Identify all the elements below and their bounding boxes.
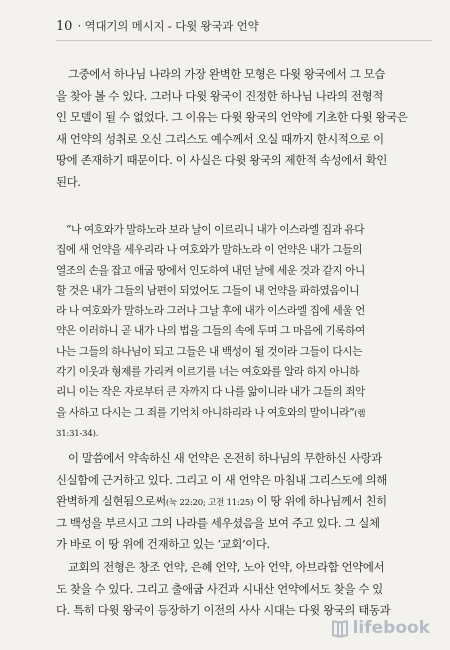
cross-reference: (눅 22:20; 고전 11:25) bbox=[165, 498, 254, 508]
quote-reference: (렘 bbox=[354, 408, 366, 419]
text-line: 도 찾을 수 있다. 그리고 출애굽 사건과 시내산 언약에서도 찾을 수 있 bbox=[56, 581, 383, 596]
quote-line: 집에 새 언약을 세우리라 나 여호와가 말하노라 이 언약은 내가 그들의 bbox=[56, 243, 362, 257]
header-divider bbox=[56, 40, 432, 41]
quote-line bbox=[56, 423, 421, 443]
watermark-text: lifebook bbox=[352, 618, 430, 638]
quote-line: 나는 그들의 하나님이 되고 그들은 내 백성이 될 것이라 그들이 다시는 bbox=[56, 344, 362, 358]
watermark bbox=[332, 618, 430, 638]
text-line: 다. 특히 다윗 왕국이 등장하기 이전의 사사 시대는 다윗 왕국의 태동과 bbox=[56, 603, 391, 617]
text-fragment: 이 땅 위에 하나님께서 친히 bbox=[253, 494, 387, 508]
text-line: 이 말씀에서 약속하신 새 언약은 온전히 하나님의 무한하신 사랑과 bbox=[68, 451, 382, 465]
paragraph-3 bbox=[56, 557, 421, 622]
book-icon bbox=[332, 621, 348, 635]
quote-line: 각기 이웃과 형제를 가리켜 이르기를 너는 여호와를 알라 하지 아니하 bbox=[56, 365, 360, 379]
quote-line: 라 나 여호와가 말하노라 그러나 그날 후에 내가 이스라엘 집에 세울 언 bbox=[56, 304, 365, 318]
text-line: 그중에서 하나님 나라의 가장 완벽한 모형은 다윗 왕국에서 그 모습 bbox=[68, 67, 386, 81]
quote-line: 약은 이러하니 곧 내가 나의 법을 그들의 속에 두며 그 마음에 기록하여 bbox=[56, 324, 365, 338]
quote-line: 열조의 손을 잡고 애굽 땅에서 인도하여 내던 날에 세운 것과 같지 아니 bbox=[56, 263, 365, 277]
quote-line bbox=[56, 403, 421, 423]
running-title: · 역대기의 메시지 - 다윗 왕국과 언약 bbox=[77, 19, 259, 33]
text-line: 을 찾아 볼 수 있다. 그러나 다윗 왕국이 진정한 하나님 나라의 전형적 bbox=[56, 88, 383, 103]
paragraph-2 bbox=[56, 448, 421, 556]
scripture-quote bbox=[56, 220, 421, 443]
running-header bbox=[56, 18, 430, 34]
quote-reference-cont: 31:31-34). bbox=[56, 428, 99, 439]
text-line: 가 바로 이 땅 위에 건재하고 있는 ‘교회’이다. bbox=[56, 537, 270, 551]
text-line: 신실함에 근거하고 있다. 그리고 이 새 언약은 마침내 그리스도에 의해 bbox=[56, 472, 388, 487]
text-line: 새 언약의 성취로 오신 그리스도 예수께서 오실 때까지 한시적으로 이 bbox=[56, 131, 384, 146]
text-line: 된다. bbox=[56, 174, 81, 189]
quote-line: 리니 이는 작은 자로부터 큰 자까지 다 나를 앎이니라 내가 그들의 죄악 bbox=[56, 385, 365, 399]
text-line: 교회의 전형은 창조 언약, 은혜 언약, 노아 언약, 아브라함 언약에서 bbox=[68, 560, 385, 574]
quote-text: 을 사하고 다시는 그 죄를 기억치 아니하리라 나 여호와의 말이니라” bbox=[56, 405, 355, 419]
quote-line: 할 것은 내가 그들의 남편이 되었어도 그들이 내 언약을 파하였음이니 bbox=[56, 283, 360, 297]
text-line: 땅에 존재하기 때문이다. 이 사실은 다윗 왕국의 제한적 속성에서 확인 bbox=[56, 153, 388, 167]
quote-line: “나 여호와가 말하노라 보라 날이 이르리니 내가 이스라엘 집과 유다 bbox=[66, 223, 365, 236]
text-line: 인 모델이 될 수 없었다. 그 이유는 다윗 왕국의 언약에 기초한 다윗 왕국은 bbox=[56, 110, 408, 124]
page-number: 10 bbox=[56, 19, 73, 34]
text-line: 그 백성을 부르시고 그의 나라를 세우셨음을 보여 주고 있다. 그 실체 bbox=[56, 515, 380, 530]
text-fragment: 완벽하게 실현됨으로써 bbox=[56, 494, 166, 508]
text-line bbox=[56, 491, 421, 513]
paragraph-1 bbox=[56, 64, 421, 193]
